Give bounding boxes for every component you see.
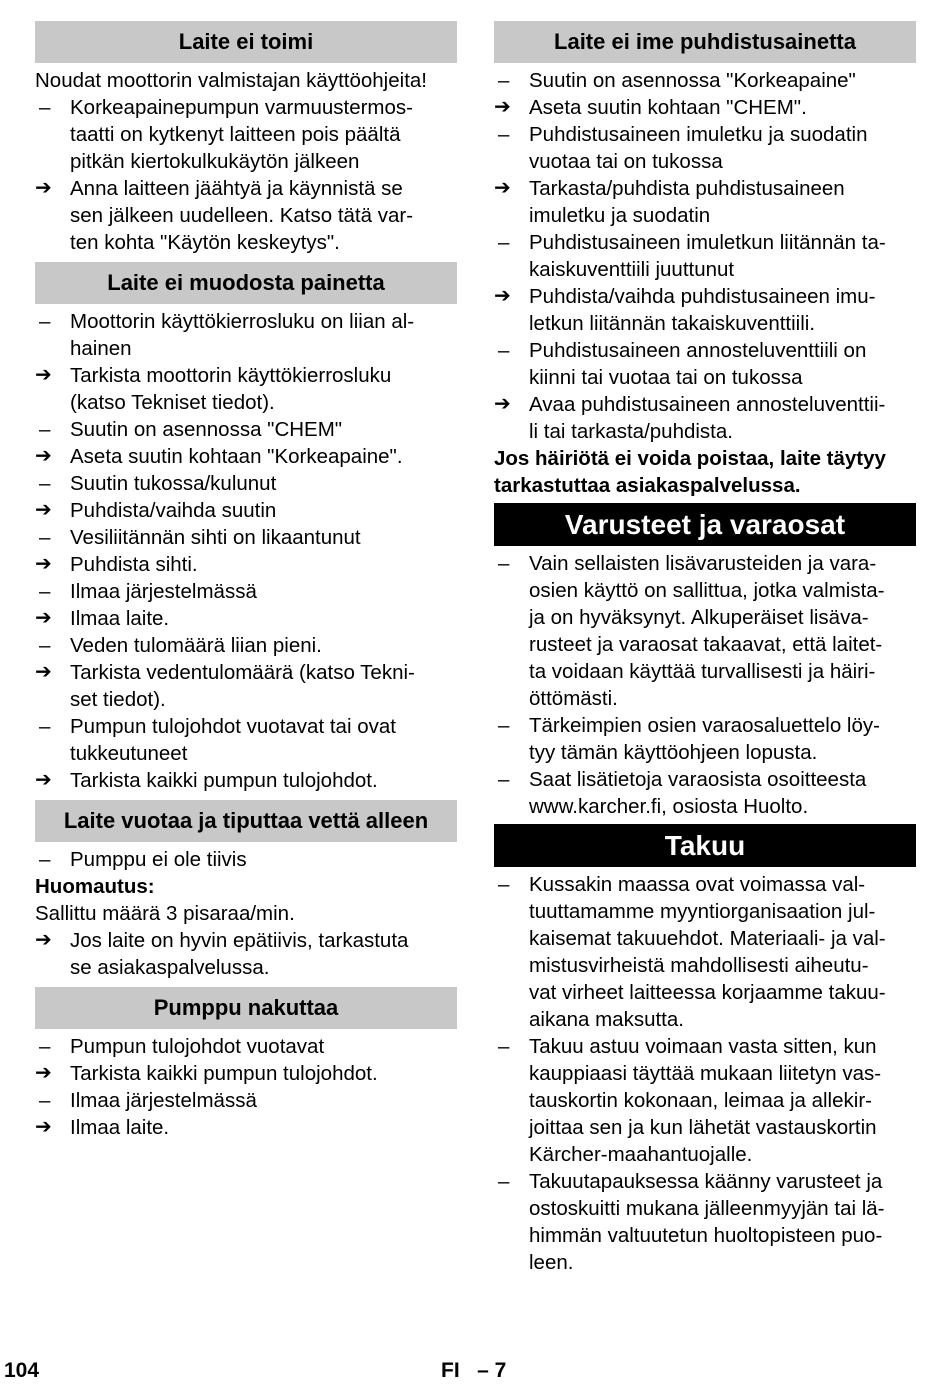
text-line: www.karcher.fi, osiosta Huolto. — [529, 795, 809, 818]
bold-note — [494, 445, 916, 499]
dash-bullet: – — [498, 69, 510, 92]
text-line: Tarkasta/puhdista puhdistusaineen — [529, 177, 845, 200]
text-line: se asiakaspalvelussa. — [70, 956, 270, 979]
remedy-item — [494, 175, 916, 229]
text-line: kauppiaasi täyttää mukaan liitetyn vas- — [529, 1062, 882, 1085]
text-line: ja on hyväksynyt. Alkuperäiset lisäva- — [529, 606, 869, 629]
text-line: Tarkista moottorin käyttökierrosluku — [70, 364, 392, 387]
cause-item — [35, 416, 457, 443]
remedy-item — [35, 362, 457, 416]
dash-bullet: – — [498, 1170, 510, 1193]
text-line: Takuutapauksessa käänny varusteet ja — [529, 1170, 883, 1193]
text-line: Moottorin käyttökierrosluku on liian al- — [70, 310, 415, 333]
text-line: ostoskuitti mukana jälleenmyyjän tai lä- — [529, 1197, 885, 1220]
item-text — [70, 578, 457, 605]
text-line: Sallittu määrä 3 pisaraa/min. — [35, 902, 295, 925]
item-text — [70, 416, 457, 443]
text-line: himmän valtuutetun huoltopisteen puo- — [529, 1224, 883, 1247]
arrow-right-icon: ➔ — [35, 929, 52, 951]
dash-bullet: – — [39, 1089, 51, 1112]
text-line: Puhdistusaineen imuletkun liitännän ta- — [529, 231, 886, 254]
item-text — [70, 767, 457, 794]
cause-item — [35, 632, 457, 659]
item-text — [70, 632, 457, 659]
text-line: Ilmaa järjestelmässä — [70, 580, 257, 603]
arrow-right-icon: ➔ — [35, 553, 52, 575]
text-line: ten kohta "Käytön keskeytys". — [70, 231, 340, 254]
dash-bullet: – — [498, 552, 510, 575]
text-line: Puhdista/vaihda puhdistusaineen imu- — [529, 285, 876, 308]
item-text — [529, 175, 916, 229]
text-line: Aseta suutin kohtaan "Korkeapaine". — [70, 445, 403, 468]
text-line: rusteet ja varaosat takaavat, että laitet- — [529, 633, 883, 656]
item-text — [70, 443, 457, 470]
text-line: imuletku ja suodatin — [529, 204, 711, 227]
text-line: Vesiliitännän sihti on likaantunut — [70, 526, 361, 549]
item-text — [529, 712, 916, 766]
text-line: Avaa puhdistusaineen annosteluventtii- — [529, 393, 886, 416]
cause-item — [35, 94, 457, 175]
text-line: Korkeapainepumpun varmuustermos- — [70, 96, 413, 119]
text-line: tuuttamamme myyntiorganisaation jul- — [529, 900, 876, 923]
remedy-item — [35, 1060, 457, 1087]
remedy-item — [494, 391, 916, 445]
text-line: Suutin tukossa/kulunut — [70, 472, 277, 495]
text-line: Pumppu ei ole tiivis — [70, 848, 247, 871]
item-text — [70, 497, 457, 524]
remedy-item — [35, 497, 457, 524]
cause-item — [35, 470, 457, 497]
item-text — [529, 391, 916, 445]
item-text — [70, 362, 457, 416]
item-text — [529, 1033, 916, 1168]
text-line: li tai tarkasta/puhdista. — [529, 420, 733, 443]
dash-bullet: – — [39, 1035, 51, 1058]
text-line: Jos laite on hyvin epätiivis, tarkastuta — [70, 929, 409, 952]
text-line: Tarkista vedentulomäärä (katso Tekni- — [70, 661, 415, 684]
text-line: kaisemat takuuehdot. Materiaali- ja val- — [529, 927, 886, 950]
arrow-right-icon: ➔ — [35, 1116, 52, 1138]
text-line: Ilmaa laite. — [70, 1116, 170, 1139]
section-heading-laite-ei-ime-puhdistusainetta: Laite ei ime puhdistusainetta — [494, 21, 916, 63]
text-line: Ilmaa laite. — [70, 607, 170, 630]
item-text — [70, 1087, 457, 1114]
arrow-right-icon: ➔ — [494, 177, 511, 199]
item-text — [70, 1060, 457, 1087]
dash-bullet: – — [39, 418, 51, 441]
text-line: sen jälkeen uudelleen. Katso tätä var- — [70, 204, 414, 227]
cause-item — [35, 524, 457, 551]
arrow-right-icon: ➔ — [35, 499, 52, 521]
text-line: Huomautus: — [35, 875, 155, 898]
item-text — [70, 524, 457, 551]
text-line: Jos häiriötä ei voida poistaa, laite täytyy — [494, 447, 886, 470]
text-line: Suutin on asennossa "CHEM" — [70, 418, 343, 441]
arrow-right-icon: ➔ — [494, 393, 511, 415]
section-heading-takuu: Takuu — [494, 824, 916, 867]
text-line: (katso Tekniset tiedot). — [70, 391, 275, 414]
dash-bullet: – — [39, 580, 51, 603]
text-line: Tärkeimpien osien varaosaluettelo löy- — [529, 714, 880, 737]
dash-bullet: – — [498, 231, 510, 254]
item-text — [529, 766, 916, 820]
text-line: tarkastuttaa asiakaspalvelussa. — [494, 474, 801, 497]
cause-item — [35, 846, 457, 873]
text-line: mistusvirheistä mahdollisesti aiheutu- — [529, 954, 869, 977]
dash-bullet: – — [39, 634, 51, 657]
item-text — [70, 605, 457, 632]
text-line: Puhdista sihti. — [70, 553, 198, 576]
arrow-right-icon: ➔ — [35, 769, 52, 791]
cause-item — [494, 766, 916, 820]
remedy-item — [35, 659, 457, 713]
arrow-right-icon: ➔ — [494, 96, 511, 118]
dash-bullet: – — [39, 310, 51, 333]
cause-item — [35, 713, 457, 767]
text-line: leen. — [529, 1251, 574, 1274]
text-line: vat virheet laitteessa korjaamme takuu- — [529, 981, 886, 1004]
dash-bullet: – — [498, 768, 510, 791]
item-text — [529, 67, 916, 94]
section-heading-pumppu-nakuttaa: Pumppu nakuttaa — [35, 987, 457, 1029]
arrow-right-icon: ➔ — [35, 364, 52, 386]
section-heading-laite-vuotaa-ja-tiputtaa-vetta-alleen: Laite vuotaa ja tiputtaa vettä alleen — [35, 800, 457, 842]
remedy-item — [494, 94, 916, 121]
bold-note — [35, 873, 457, 900]
section-heading-laite-ei-muodosta-painetta: Laite ei muodosta painetta — [35, 262, 457, 304]
text-line: tukkeutuneet — [70, 742, 188, 765]
arrow-right-icon: ➔ — [35, 1062, 52, 1084]
arrow-right-icon: ➔ — [494, 285, 511, 307]
text-line: Suutin on asennossa "Korkeapaine" — [529, 69, 856, 92]
paragraph — [35, 900, 457, 927]
text-line: Pumpun tulojohdot vuotavat — [70, 1035, 325, 1058]
text-line: Noudat moottorin valmistajan käyttöohjeita! — [35, 69, 427, 92]
arrow-right-icon: ➔ — [35, 177, 52, 199]
section-heading-varusteet-ja-varaosat: Varusteet ja varaosat — [494, 503, 916, 546]
remedy-item — [35, 551, 457, 578]
item-text — [529, 337, 916, 391]
item-text — [70, 1114, 457, 1141]
dash-bullet: – — [39, 526, 51, 549]
text-line: Pumpun tulojohdot vuotavat tai ovat — [70, 715, 396, 738]
text-line: Vain sellaisten lisävarusteiden ja vara- — [529, 552, 877, 575]
text-line: pitkän kiertokulkukäytön jälkeen — [70, 150, 360, 173]
text-line: hainen — [70, 337, 132, 360]
text-line: Takuu astuu voimaan vasta sitten, kun — [529, 1035, 877, 1058]
text-line: tyy tämän käyttöohjeen lopusta. — [529, 741, 818, 764]
item-text — [70, 308, 457, 362]
remedy-item — [35, 1114, 457, 1141]
dash-bullet: – — [498, 339, 510, 362]
dash-bullet: – — [498, 1035, 510, 1058]
arrow-right-icon: ➔ — [35, 445, 52, 467]
cause-item — [494, 337, 916, 391]
dash-bullet: – — [498, 714, 510, 737]
text-line: osien käyttö on sallittua, jotka valmista- — [529, 579, 885, 602]
text-line: Kärcher-maahantuojalle. — [529, 1143, 753, 1166]
text-line: kaiskuventtiili juuttunut — [529, 258, 735, 281]
text-line: Puhdista/vaihda suutin — [70, 499, 277, 522]
text-line: aikana maksutta. — [529, 1008, 684, 1031]
item-text — [529, 1168, 916, 1276]
cause-item — [35, 1033, 457, 1060]
dash-bullet: – — [39, 848, 51, 871]
page-number: 104 — [4, 1359, 40, 1382]
text-line: Puhdistusaineen imuletku ja suodatin — [529, 123, 868, 146]
paragraph — [35, 67, 457, 94]
left-column — [35, 21, 457, 1141]
text-line: tauskortin kokonaan, leimaa ja allekir- — [529, 1089, 872, 1112]
item-text — [529, 283, 916, 337]
cause-item — [494, 1168, 916, 1276]
arrow-right-icon: ➔ — [35, 661, 52, 683]
dash-bullet: – — [39, 96, 51, 119]
text-line: kiinni tai vuotaa tai on tukossa — [529, 366, 803, 389]
cause-item — [494, 1033, 916, 1168]
remedy-item — [35, 927, 457, 981]
item-text — [70, 470, 457, 497]
item-text — [70, 846, 457, 873]
cause-item — [494, 871, 916, 1033]
remedy-item — [35, 443, 457, 470]
item-text — [529, 229, 916, 283]
item-text — [70, 551, 457, 578]
text-line: Anna laitteen jäähtyä ja käynnistä se — [70, 177, 403, 200]
text-line: öttömästi. — [529, 687, 618, 710]
text-line: taatti on kytkenyt laitteen pois päältä — [70, 123, 401, 146]
text-line: Kussakin maassa ovat voimassa val- — [529, 873, 866, 896]
dash-bullet: – — [498, 123, 510, 146]
cause-item — [494, 121, 916, 175]
dash-bullet: – — [39, 472, 51, 495]
cause-item — [494, 229, 916, 283]
item-text — [529, 94, 916, 121]
text-line: Saat lisätietoja varaosista osoitteesta — [529, 768, 867, 791]
dash-bullet: – — [39, 715, 51, 738]
dash-bullet: – — [498, 873, 510, 896]
text-line: Aseta suutin kohtaan "CHEM". — [529, 96, 807, 119]
cause-item — [35, 308, 457, 362]
text-line: Ilmaa järjestelmässä — [70, 1089, 257, 1112]
item-text — [529, 550, 916, 712]
item-text — [70, 713, 457, 767]
text-line: Veden tulomäärä liian pieni. — [70, 634, 322, 657]
text-line: joittaa sen ja kun lähetät vastauskortin — [529, 1116, 877, 1139]
remedy-item — [35, 175, 457, 256]
text-line: set tiedot). — [70, 688, 166, 711]
item-text — [70, 175, 457, 256]
cause-item — [494, 712, 916, 766]
remedy-item — [35, 767, 457, 794]
cause-item — [494, 67, 916, 94]
text-line: Tarkista kaikki pumpun tulojohdot. — [70, 1062, 378, 1085]
section-heading-laite-ei-toimi: Laite ei toimi — [35, 21, 457, 63]
text-line: letkun liitännän takaiskuventtiili. — [529, 312, 816, 335]
text-line: Puhdistusaineen annosteluventtiili on — [529, 339, 867, 362]
remedy-item — [494, 283, 916, 337]
cause-item — [35, 578, 457, 605]
arrow-right-icon: ➔ — [35, 607, 52, 629]
right-column — [494, 21, 916, 1276]
item-text — [70, 1033, 457, 1060]
item-text — [529, 121, 916, 175]
cause-item — [35, 1087, 457, 1114]
item-text — [529, 871, 916, 1033]
item-text — [70, 659, 457, 713]
text-line: vuotaa tai on tukossa — [529, 150, 723, 173]
text-line: Tarkista kaikki pumpun tulojohdot. — [70, 769, 378, 792]
text-line: ta voidaan käyttää turvallisesti ja häiri- — [529, 660, 876, 683]
item-text — [70, 927, 457, 981]
cause-item — [494, 550, 916, 712]
remedy-item — [35, 605, 457, 632]
language-page-label: FI – 7 — [441, 1359, 507, 1382]
item-text — [70, 94, 457, 175]
